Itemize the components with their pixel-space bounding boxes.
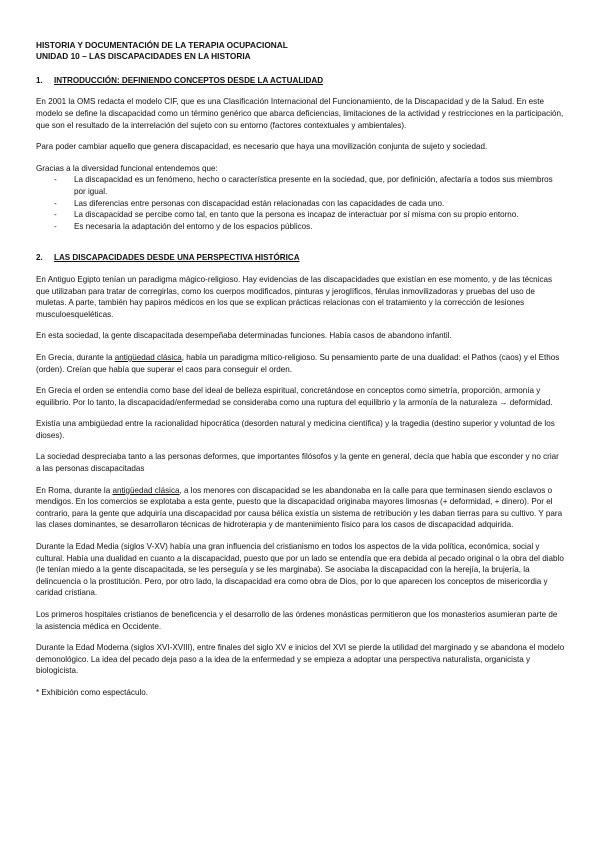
roma-underlined: antigüedad clásica [112, 485, 180, 495]
section-1-number: 1. [36, 75, 43, 85]
roma-text-a: En Roma, durante la [36, 485, 113, 495]
paragraph-movilizacion: Para poder cambiar aquello que genera discapacidad, es necesario que haya una movilización conjunta de sujeto y sociedad. [36, 142, 488, 152]
paragraph-egipto: En Antiguo Egipto tenían un paradigma mágico-religioso. Hay evidencias de las discapacidades que existían en ese momento, y de las técnicas que utilizaban para tratar de corregirlas, como los cuerpos modificados, pinturas y jeroglíficos, férulas inmovilizadoras y pruebas del uso de muletas. A parte, también hay papiros médicos en los que se explican prácticas relacionas con el tratamiento y la corrección de lesiones musculoesqueléticas. [36, 274, 553, 319]
section-2-title: LAS DISCAPACIDADES DESDE UNA PERSPECTIVA HISTÓRICA [54, 253, 300, 263]
diversity-list [36, 174, 565, 232]
list-item: - Las diferencias entre personas con discapacidad están relacionadas con las capacidades de cada uno. [54, 198, 565, 210]
paragraph-exhibicion: * Exhibición como espectáculo. [36, 687, 149, 697]
section-2-number: 2. [36, 253, 43, 263]
list-item: - Es necesaria la adaptación del entorno y de los espacios públicos. [54, 221, 565, 233]
unit-title: UNIDAD 10 – LAS DISCAPACIDADES EN LA HISTORIA [36, 51, 251, 62]
section-1-title: INTRODUCCIÓN: DEFINIENDO CONCEPTOS DESDE LA ACTUALIDAD [54, 75, 324, 85]
paragraph-desprecio: La sociedad despreciaba tanto a las personas deformes, que importantes filósofos y la gente en general, decía que había que esconder y no criar a las personas discapacitadas [36, 452, 559, 474]
paragraph-cif: En 2001 la OMS redacta el modelo CIF, que es una Clasificación Internacional del Funcionamiento, de la Discapacidad y de la Salud. En este modelo se define la discapacidad como un término genérico que abarca deficiencias, limitaciones de la actividad y restricciones en la participación, que son el resultado de la interrelación del sujeto con su entorno (factores contextuales y ambientales). [36, 97, 564, 130]
paragraph-orden: En Grecia el orden se entendía como base del ideal de belleza espiritual, concretándose en conceptos como simetría, proporción, armonía y equilibrio. Por lo tanto, la discapacidad/enfermedad se consideraba como una ruptura del equilibrio y la armonía de la naturaleza → deformidad. [36, 386, 553, 407]
grecia-text-a: En Grecia, durante la [36, 352, 115, 362]
paragraph-edad-media: Durante la Edad Media (siglos V-XV) había una gran influencia del cristianismo en todos los aspectos de la vida política, económica, social y cultural. Había una dualidad en cuanto a la discapacidad, puesto que por un lado se entendía que era debida al pecado original o la obra del diablo (le tenían miedo a la gente discapacitada, se les perseguía y se les marginaba). Se asociaba la discapacidad con la herejía, la brujería, la delincuencia o la prostitución. Pero, por otro lado, la discapacidad era como obra de Dios, por lo que aparecen los conceptos de misericordia y caridad cristiana. [36, 542, 564, 598]
grecia-underlined: antigüedad clásica [114, 352, 182, 362]
paragraph-grecia [36, 352, 565, 375]
roma-text-b: , a los menores con discapacidad se les abandonaba en la calle para que terminasen siendo esclavos o mendigos. En los comercios se explotaba a esta gente, puesto que la discapacidad originaba mayores limosnas (+ deformidad, + dinero). Por el contrario, para la gente que adquiría una discapacidad por causa bélica existía un sistema de retribución y les daban tierras para su cultivo. Y para las clases dominantes, se desarrollaron técnicas de hidroterapia y de mantenimiento físico para los casos de discapacidad adquirida. [36, 485, 563, 530]
paragraph-sociedad-egipcia: En esta sociedad, la gente discapacitada desempeñaba determinadas funciones. Había casos de abandono infantil. [36, 331, 452, 341]
paragraph-ambiguedad: Existía una ambigüedad entre la racionalidad hipocrática (desorden natural y medicina científica) y la tragedia (destino superior y voluntad de los dioses). [36, 419, 555, 440]
list-item: - La discapacidad se percibe como tal, en tanto que la persona es incapaz de interactuar por sí misma con su propio entorno. [54, 209, 565, 221]
grecia-text-b: , había un paradigma mítico-religioso. Su pensamiento parte de una dualidad: el Pathos (caos) y el Ethos (orden). Creían que había que superar el caos para conseguir el orden. [36, 352, 560, 374]
paragraph-roma [36, 485, 565, 531]
paragraph-edad-moderna: Durante la Edad Moderna (siglos XVI-XVIII), entre finales del siglo XV e inicios del XVI se pierde la utilidad del marginado y se abandona el modelo demonológico. La idea del pecado deja paso a la idea de la enfermedad y se empieza a adoptar una perspectiva naturalista, organicista y biologicista. [36, 643, 565, 676]
paragraph-hospitales: Los primeros hospitales cristianos de beneficencia y el desarrollo de las órdenes monásticas permitieron que los monasterios asumieran parte de la asistencia médica en Occidente. [36, 610, 558, 631]
section-2-heading [36, 252, 565, 264]
paragraph-diversidad: Gracias a la diversidad funcional entendemos que: [36, 163, 218, 173]
list-item: - La discapacidad es un fenómeno, hecho o característica presente en la sociedad, que, por definición, afectaría a todos sus miembros por igual. [54, 174, 565, 197]
section-1-heading [36, 75, 565, 87]
document-title: HISTORIA Y DOCUMENTACIÓN DE LA TERAPIA OCUPACIONAL [36, 40, 288, 50]
